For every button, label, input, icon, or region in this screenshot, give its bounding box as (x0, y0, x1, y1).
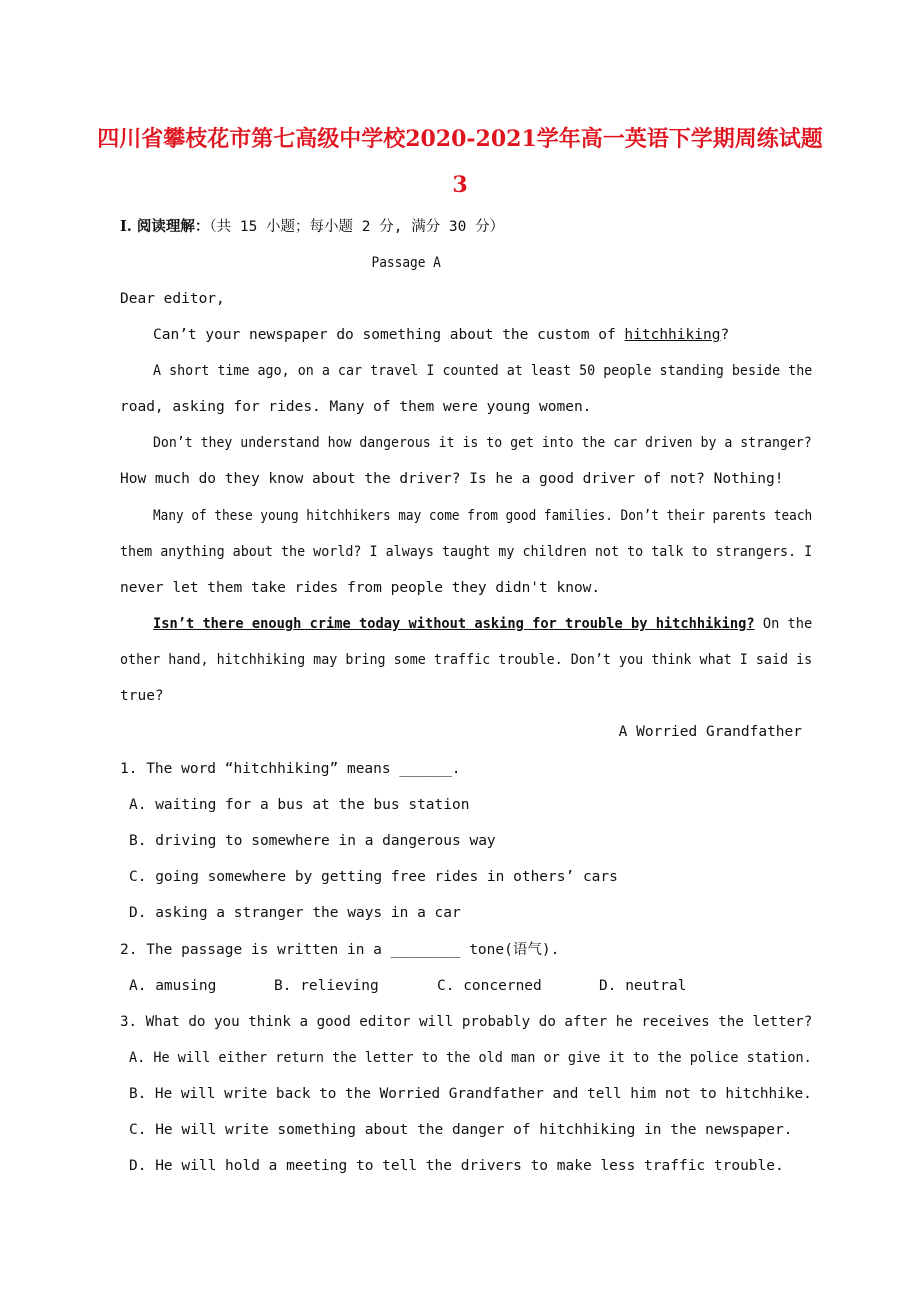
paragraph-2-line-1: A short time ago, on a car travel I counted at least 50 people standing beside the (153, 363, 813, 379)
paragraph-2-line-2: road, asking for rides. Many of them were young women. (120, 399, 592, 415)
underlined-sentence: Isn’t there enough crime today without asking for trouble by hitchhiking? (153, 616, 755, 632)
paragraph-5-line-1-rest: On the (754, 616, 813, 632)
question-1-option-a: A. waiting for a bus at the bus station (129, 797, 470, 813)
document-title-number: 3 (452, 172, 468, 198)
question-2-option-d: D. neutral (599, 978, 687, 994)
paragraph-5-line-2: other hand, hitchhiking may bring some traffic trouble. Don’t you think what I said is (120, 652, 813, 668)
question-1-stem: 1. The word “hitchhiking” means ______. (120, 761, 461, 777)
paragraph-4-line-3: never let them take rides from people they didn't know. (120, 580, 601, 596)
paragraph-4-line-2: them anything about the world? I always taught my children not to talk to strangers. I (120, 544, 813, 560)
question-3-option-d: D. He will hold a meeting to tell the drivers to make less traffic trouble. (129, 1158, 784, 1174)
paragraph-3-line-1: Don’t they understand how dangerous it is to get into the car driven by a stranger? (153, 435, 812, 451)
letter-signature: A Worried Grandfather (618, 724, 802, 740)
question-2-option-b: B. relieving (274, 978, 379, 994)
section-heading (120, 217, 504, 237)
paragraph-4-line-1: Many of these young hitchhikers may come from good families. Don’t their parents teach (153, 508, 813, 524)
question-2-option-a: A. amusing (129, 978, 217, 994)
paragraph-1-end: ? (720, 327, 730, 343)
question-1-option-b: B. driving to somewhere in a dangerous way (129, 833, 496, 849)
paragraph-1-text: Can’t your newspaper do something about the custom of (153, 327, 625, 343)
underlined-word-hitchhiking: hitchhiking (624, 327, 721, 343)
passage-title: Passage A (371, 255, 441, 271)
question-2-option-c: C. concerned (437, 978, 542, 994)
question-3-option-b: B. He will write back to the Worried Grandfather and tell him not to hitchhike. (129, 1086, 812, 1102)
question-3-option-a: A. He will either return the letter to the old man or give it to the police station. (129, 1050, 812, 1066)
paragraph-3-line-2: How much do they know about the driver? Is he a good driver of not? Nothing! (120, 471, 784, 487)
paragraph-1 (153, 325, 729, 345)
section-label: I. 阅读理解： (120, 218, 210, 235)
question-1-option-d: D. asking a stranger the ways in a car (129, 905, 461, 921)
document-title: 四川省攀枝花市第七高级中学校2020-2021学年高一英语下学期周练试题 (97, 126, 823, 152)
question-2-stem: 2. The passage is written in a ________ tone(语气). (120, 942, 560, 958)
salutation: Dear editor, (120, 291, 225, 307)
paragraph-5-line-1 (153, 614, 812, 634)
question-3-option-c: C. He will write something about the danger of hitchhiking in the newspaper. (129, 1122, 793, 1138)
paragraph-5-line-3: true? (120, 688, 164, 704)
section-detail: （共 15 小题；每小题 2 分, 满分 30 分） (209, 219, 505, 235)
question-1-option-c: C. going somewhere by getting free rides in others’ cars (129, 869, 618, 885)
question-3-stem: 3. What do you think a good editor will probably do after he receives the letter? (120, 1014, 813, 1030)
